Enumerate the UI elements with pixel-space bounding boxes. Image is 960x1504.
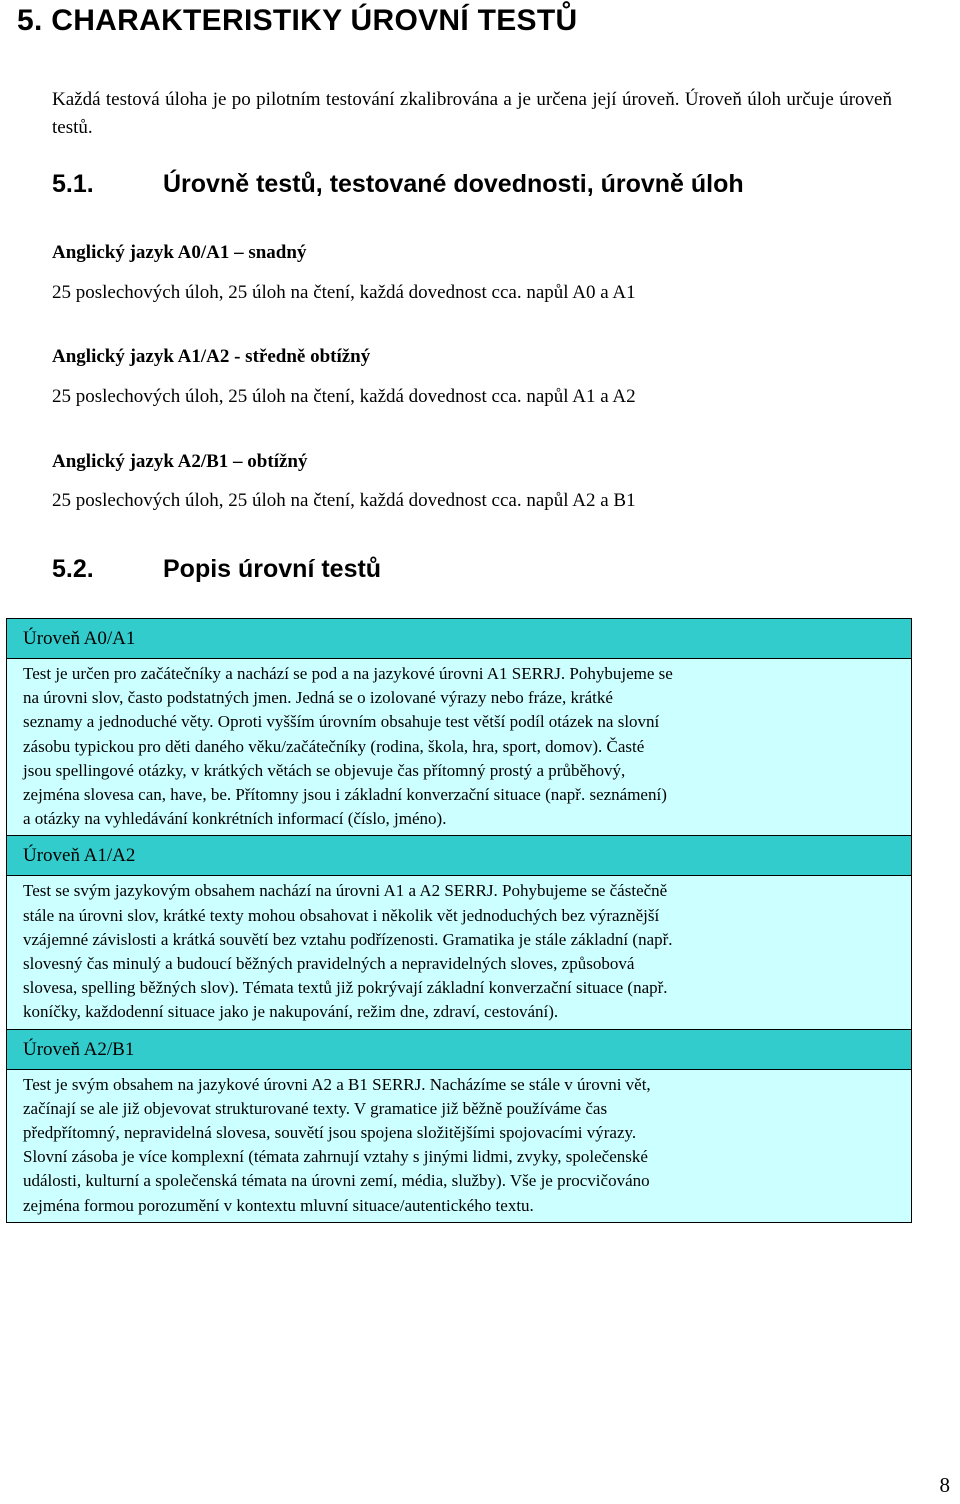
- level-a1-a2-description: 25 poslechových úloh, 25 úloh na čtení, každá dovednost cca. napůl A1 a A2: [52, 386, 636, 407]
- level-a0-a1-description: 25 poslechových úloh, 25 úloh na čtení, každá dovednost cca. napůl A0 a A1: [52, 282, 636, 303]
- text-line: slovesa, spelling běžných slov). Témata textů již pokrývají základní konverzační situace (např.: [23, 978, 668, 998]
- page-heading: 5. CHARAKTERISTIKY ÚROVNÍ TESTŮ: [17, 4, 578, 37]
- text-line: zejména slovesa can, have, be. Přítomny jsou i základní konverzační situace (např. seznámení): [23, 785, 667, 805]
- text-line: události, kulturní a společenská témata na úrovni zemí, média, služby). Vše je procvičováno: [23, 1171, 650, 1191]
- text-line: koníčky, každodenní situace jako je nakupování, režim dne, zdraví, cestování).: [23, 1002, 559, 1022]
- text-line: Test je určen pro začátečníky a nachází se pod a na jazykové úrovni A1 SERRJ. Pohybujeme se: [23, 664, 673, 683]
- level-a2-b1-box-header: Úroveň A2/B1: [7, 1029, 911, 1070]
- section-1-title: Úrovně testů, testované dovednosti, úrovně úloh: [163, 170, 744, 198]
- text-line: a otázky na vyhledávání konkrétních informací (číslo, jméno).: [23, 809, 447, 829]
- level-description-table: [6, 618, 912, 1223]
- text-line: předpřítomný, nepravidelná slovesa, souvětí jsou spojena složitějšími spojovacími výrazy.: [23, 1123, 637, 1143]
- level-a1-a2-box-body: [7, 876, 911, 1028]
- level-a0-a1-box-body: [7, 659, 911, 835]
- text-line: slovesný čas minulý a budoucí běžných pravidelných a nepravidelných sloves, způsobová: [23, 954, 635, 974]
- text-line: začínají se ale již objevovat strukturované texty. V gramatice již běžně používáme čas: [23, 1098, 608, 1118]
- text-line: jsou spellingové otázky, v krátkých větách se objevuje čas přítomný prostý a průběhový,: [23, 760, 626, 780]
- text-line: Slovní zásoba je více komplexní (témata zahrnují vztahy s jinými lidmi, zvyky, společenské: [23, 1147, 648, 1167]
- text-line: vzájemné závislosti a krátká souvětí bez vztahu podřízenosti. Gramatika je stále základní (např.: [23, 929, 673, 949]
- page-number: 8: [939, 1473, 950, 1497]
- text-line: stále na úrovni slov, krátké texty mohou obsahovat i několik vět jednoduchých bez výraznější: [23, 905, 660, 925]
- intro-paragraph: Každá testová úloha je po pilotním testování zkalibrována a je určena její úroveň. Úroveň úloh určuje úroveň testů.: [52, 89, 892, 138]
- text-line: zejména formou porozumění v kontextu mluvní situace/autentického textu.: [23, 1195, 534, 1215]
- text-line: Test je svým obsahem na jazykové úrovni A2 a B1 SERRJ. Nacházíme se stále v úrovni vět,: [23, 1074, 651, 1094]
- section-1-heading: [52, 168, 744, 200]
- text-line: zásobu typickou pro děti daného věku/začátečníky (rodina, škola, hra, sport, domov). Časté: [23, 736, 645, 756]
- level-a1-a2-box-header: Úroveň A1/A2: [7, 835, 911, 876]
- text-line: na úrovni slov, často podstatných jmen. Jedná se o izolované výrazy nebo fráze, krátké: [23, 688, 613, 708]
- level-a1-a2-title: Anglický jazyk A1/A2 - středně obtížný: [52, 346, 371, 367]
- section-2-heading: [52, 553, 381, 585]
- section-2-title: Popis úrovní testů: [163, 555, 382, 583]
- section-1-number: 5.1.: [52, 170, 94, 198]
- level-a0-a1-box-header: Úroveň A0/A1: [7, 619, 911, 659]
- level-a2-b1-box-body: [7, 1070, 911, 1222]
- text-line: Test se svým jazykovým obsahem nachází na úrovni A1 a A2 SERRJ. Pohybujeme se částečně: [23, 881, 668, 901]
- level-a2-b1-description: 25 poslechových úloh, 25 úloh na čtení, každá dovednost cca. napůl A2 a B1: [52, 490, 636, 511]
- level-a2-b1-title: Anglický jazyk A2/B1 – obtížný: [52, 451, 308, 472]
- level-a0-a1-title: Anglický jazyk A0/A1 – snadný: [52, 242, 307, 263]
- text-line: seznamy a jednoduché věty. Oproti vyšším úrovním obsahuje test větší podíl otázek na slovní: [23, 712, 660, 732]
- section-2-number: 5.2.: [52, 555, 94, 583]
